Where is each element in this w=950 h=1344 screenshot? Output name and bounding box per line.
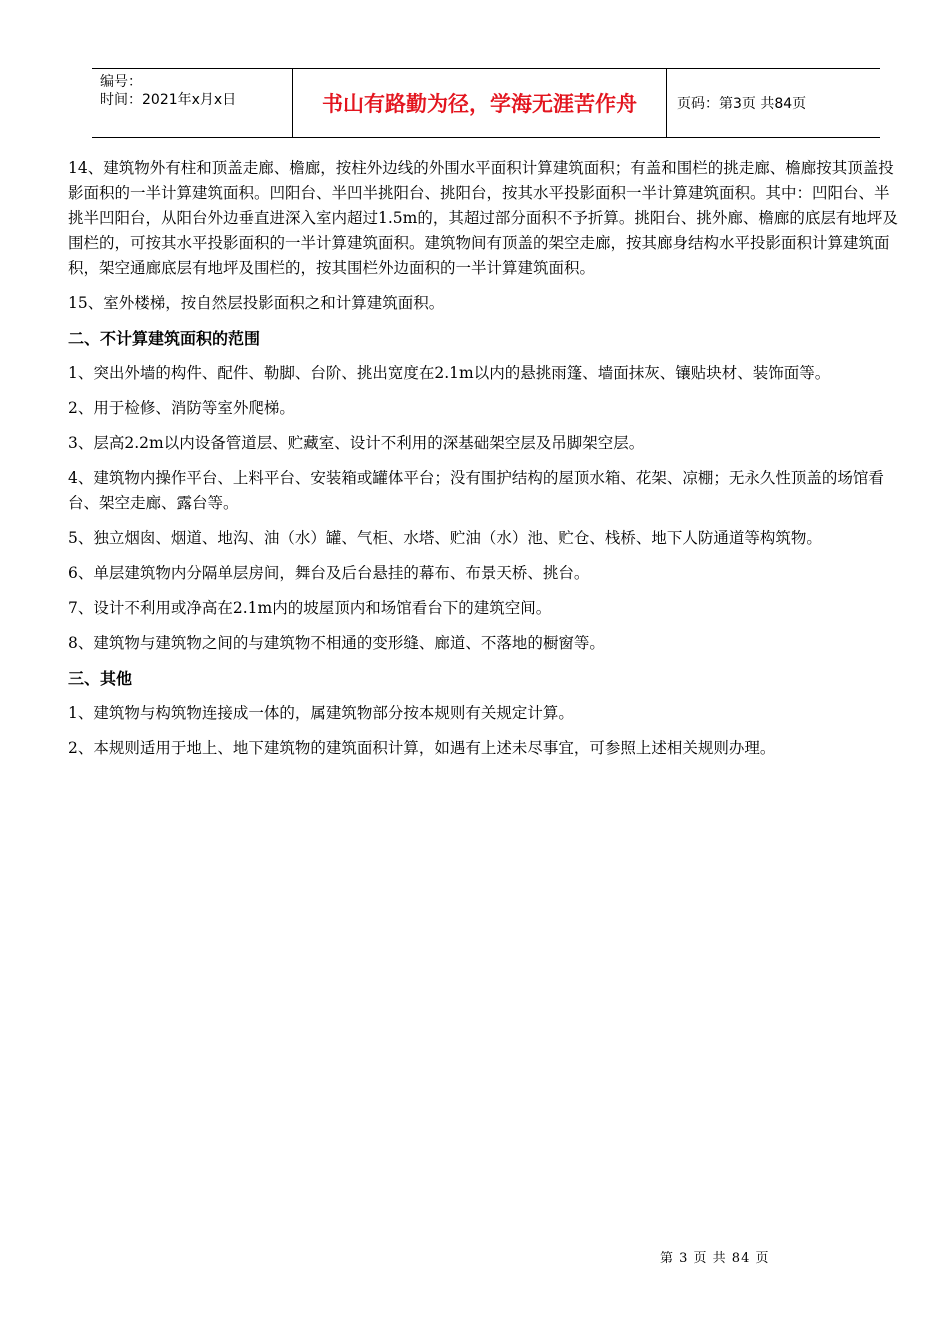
list-item: 1、突出外墙的构件、配件、勒脚、台阶、挑出宽度在2.1m以内的悬挑雨篷、墙面抹灰、镶贴块材、装饰面等。 — [68, 364, 831, 382]
document-body — [68, 156, 902, 771]
code-label: 编号： — [100, 74, 142, 90]
list-item: 4、建筑物内操作平台、上料平台、安装箱或罐体平台；没有围护结构的屋顶水箱、花架、凉棚；无永久性顶盖的场馆看台、架空走廊、露台等。 — [68, 469, 884, 512]
header-page-number: 页码：第3页 共84页 — [677, 96, 807, 112]
list-item: 3、层高2.2m以内设备管道层、贮藏室、设计不利用的深基础架空层及吊脚架空层。 — [68, 434, 645, 452]
list-item: 8、建筑物与建筑物之间的与建筑物不相通的变形缝、廊道、不落地的橱窗等。 — [68, 634, 605, 652]
header-meta — [92, 69, 293, 137]
paragraph: 14、建筑物外有柱和顶盖走廊、檐廊，按柱外边线的外围水平面积计算建筑面积；有盖和围栏的挑走廊、檐廊按其顶盖投影面积的一半计算建筑面积。凹阳台、半凹半挑阳台、挑阳台，按其水平投影面积一半计算建筑面积。其中：凹阳台、半挑半凹阳台，从阳台外边垂直进深入室内超过1.5m的，其超过部分面积不予折算。挑阳台、挑外廊、檐廊的底层有地坪及围栏的，可按其水平投影面积的一半计算建筑面积。建筑物间有顶盖的架空走廊，按其廊身结构水平投影面积计算建筑面积，架空通廊底层有地坪及围栏的，按其围栏外边面积的一半计算建筑面积。 — [68, 159, 898, 277]
page-header — [92, 68, 880, 138]
header-motto: 书山有路勤为径，学海无涯苦作舟 — [293, 69, 667, 137]
list-item: 1、建筑物与构筑物连接成一体的，属建筑物部分按本规则有关规定计算。 — [68, 704, 574, 722]
list-item: 2、用于检修、消防等室外爬梯。 — [68, 399, 295, 417]
paragraph: 15、室外楼梯，按自然层投影面积之和计算建筑面积。 — [68, 294, 445, 312]
section-heading: 三、其他 — [68, 669, 133, 688]
list-item: 2、本规则适用于地上、地下建筑物的建筑面积计算，如遇有上述未尽事宜，可参照上述相关规则办理。 — [68, 739, 776, 757]
list-item: 7、设计不利用或净高在2.1m内的坡屋顶内和场馆看台下的建筑空间。 — [68, 599, 552, 617]
list-item: 5、独立烟囱、烟道、地沟、油（水）罐、气柜、水塔、贮油（水）池、贮仓、栈桥、地下人防通道等构筑物。 — [68, 529, 822, 547]
list-item: 6、单层建筑物内分隔单层房间，舞台及后台悬挂的幕布、布景天桥、挑台。 — [68, 564, 590, 582]
section-heading: 二、不计算建筑面积的范围 — [68, 329, 261, 348]
page-footer: 第 3 页 共 84 页 — [660, 1251, 770, 1266]
time-label: 时间：2021年x月x日 — [100, 92, 237, 108]
